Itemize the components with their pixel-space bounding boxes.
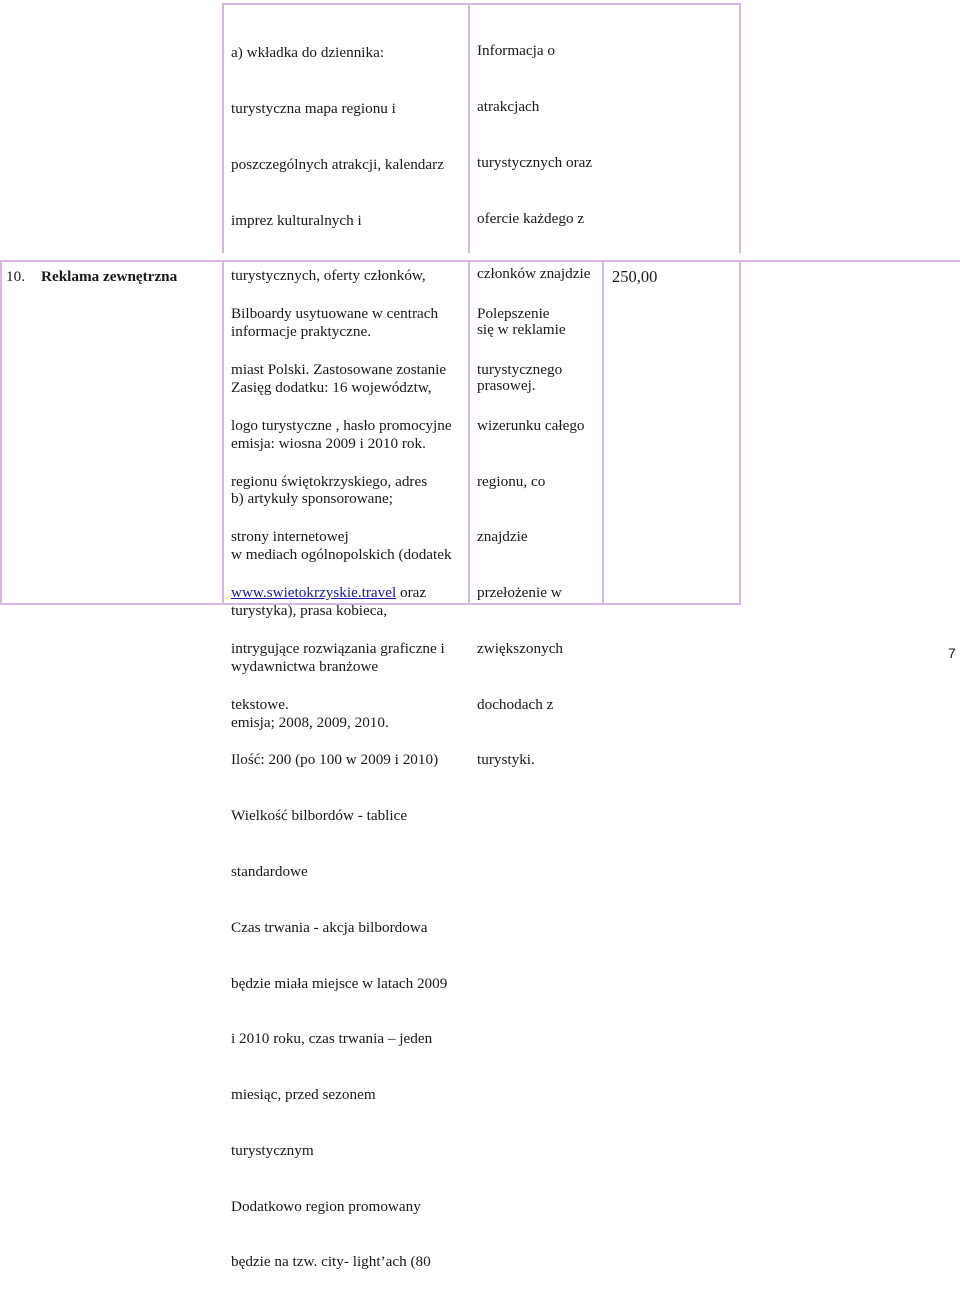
line: miesiąc, przed sezonem xyxy=(231,1086,376,1104)
table-border-col5 xyxy=(739,260,741,605)
table-border-col2 xyxy=(222,260,224,605)
line: b) artykuły sponsorowane; xyxy=(231,490,393,508)
line: turystycznych, oferty członków, xyxy=(231,267,426,285)
link-suffix: oraz xyxy=(396,584,427,602)
row-number: 10. xyxy=(6,268,25,285)
table-border-mid-top xyxy=(468,3,470,253)
line: regionu, co xyxy=(477,472,546,490)
line: imprez kulturalnych i xyxy=(231,211,362,229)
price-value: 250,00 xyxy=(612,267,658,286)
line: Wielkość bilbordów - tablice xyxy=(231,807,408,825)
line: Polepszenie xyxy=(477,305,550,323)
line: dochodach z xyxy=(477,695,554,713)
line: zwiększonych xyxy=(477,639,564,657)
row-title: Reklama zewnętrzna xyxy=(41,268,178,285)
line: przełożenie w xyxy=(477,584,562,602)
line: standardowe xyxy=(231,863,308,880)
line: poszczególnych atrakcji, kalendarz xyxy=(231,155,444,173)
link-line xyxy=(231,584,452,603)
line: członków znajdzie xyxy=(477,265,591,283)
line: będzie miała miejsce w latach 2009 xyxy=(231,974,448,992)
line: a) wkładka do dziennika: xyxy=(231,44,385,62)
line: intrygujące rozwiązania graficzne i xyxy=(231,639,445,657)
table-border-right-top xyxy=(739,3,741,253)
table-border-col3 xyxy=(468,260,470,605)
line: Ilość: 200 (po 100 w 2009 i 2010) xyxy=(231,751,439,769)
line: Dodatkowo region promowany xyxy=(231,1197,421,1215)
website-link[interactable]: www.swietokrzyskie.travel xyxy=(231,584,397,602)
line: Bilboardy usytuowane w centrach xyxy=(231,305,439,323)
line: logo turystyczne , hasło promocyjne xyxy=(231,416,452,434)
line: turystyczna mapa regionu i xyxy=(231,99,396,117)
row10-description xyxy=(231,268,452,1291)
line: miast Polski. Zastosowane zostanie xyxy=(231,360,447,378)
line: i 2010 roku, czas trwania – jeden xyxy=(231,1030,433,1048)
table-border-col1 xyxy=(0,260,2,605)
line: turystycznym xyxy=(231,1141,314,1159)
table-border-left-top xyxy=(222,3,224,253)
line: informacje praktyczne. xyxy=(231,323,371,341)
page-number: 7 xyxy=(948,645,956,661)
line: emisja; 2008, 2009, 2010. xyxy=(231,713,389,731)
table-border-col4 xyxy=(602,260,604,605)
line: strony internetowej xyxy=(231,528,349,546)
line: Informacja o xyxy=(477,42,556,60)
line: turystyka), prasa kobieca, xyxy=(231,602,388,619)
line: regionu świętokrzyskiego, adres xyxy=(231,472,428,490)
line: turystycznego xyxy=(477,360,563,378)
line: atrakcjach xyxy=(477,97,540,115)
line: emisja: wiosna 2009 i 2010 rok. xyxy=(231,434,426,452)
line: wydawnictwa branżowe xyxy=(231,657,379,675)
line: Zasięg dodatku: 16 województw, xyxy=(231,378,432,396)
line: tekstowe. xyxy=(231,695,289,713)
line: będzie na tzw. city- light’ach (80 xyxy=(231,1253,431,1271)
line: znajdzie xyxy=(477,528,528,546)
line: turystycznych oraz xyxy=(477,153,593,171)
line: prasowej. xyxy=(477,376,536,394)
line: w mediach ogólnopolskich (dodatek xyxy=(231,546,452,564)
row10-effect xyxy=(477,268,585,789)
line: wizerunku całego xyxy=(477,416,585,434)
line: turystyki. xyxy=(477,751,535,769)
line: ofercie każdego z xyxy=(477,209,585,227)
line: się w reklamie xyxy=(477,321,566,339)
line: Czas trwania - akcja bilbordowa xyxy=(231,918,428,936)
